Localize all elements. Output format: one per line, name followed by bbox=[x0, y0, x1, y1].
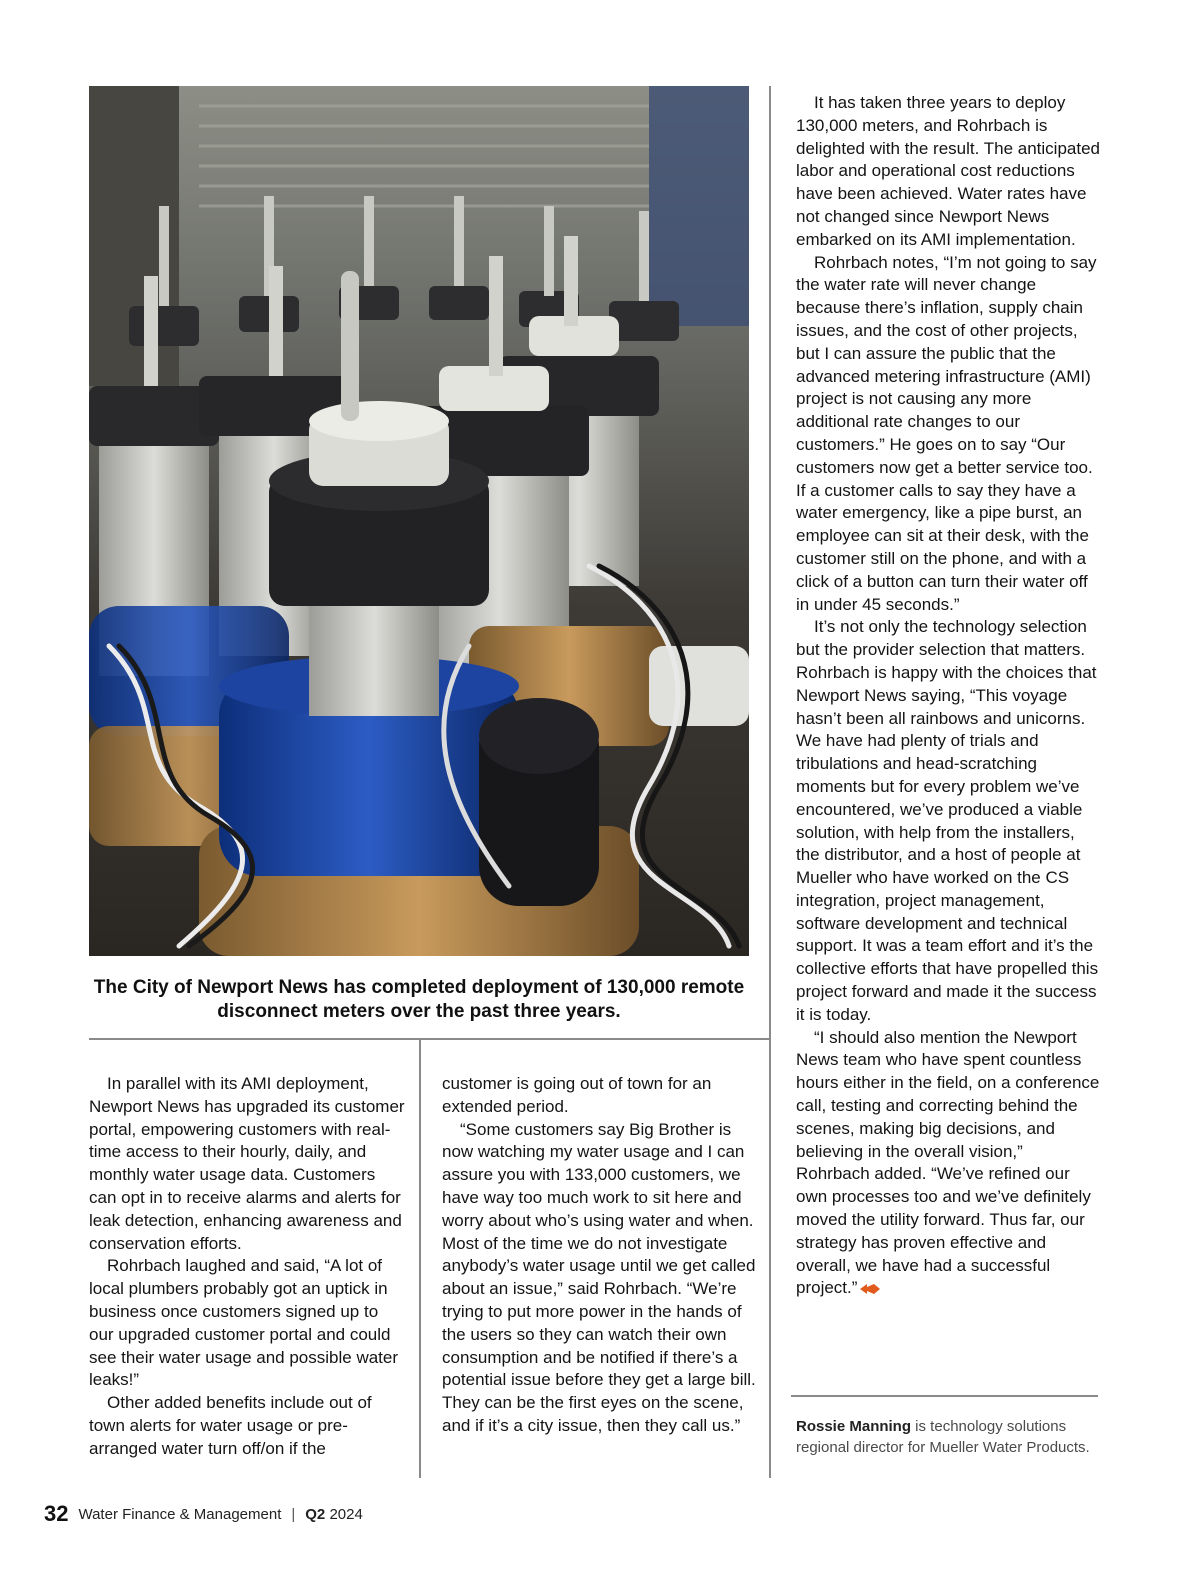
col3-paragraph-2: Rohrbach notes, “I’m not going to say the water rate will never change because there’s inflation, supply chain issues, and the cost of other projects, but I can assure the public that the advanced metering infrastructure (AMI) project is not causing any more additional rate changes to our customers.” He goes on to say “Our customers now get a better service too. If a customer calls to say they have a water emergency, like a pipe burst, an employee can sit at their desk, with the customer still on the phone, and with a click of a button can turn their water off in under 45 seconds.” bbox=[796, 252, 1097, 614]
water-meters-photo bbox=[89, 86, 749, 956]
col2-paragraph-1: customer is going out of town for an extended period. bbox=[442, 1074, 712, 1116]
publication-name: Water Finance & Management bbox=[78, 1505, 282, 1523]
col2-paragraph-2: “Some customers say Big Brother is now watching my water usage and I can assure you with 133,000 customers, we have way too much work to sit here and worry about who’s using water and when. Most of the time we do not investigate anybody’s water usage until we get called about an issue,” said Rohrbach. “We’re trying to put more power in the hands of the users so they can watch their own consumption and be notified if there’s a potential issue before they get a large bill. They can be the first eyes on the scene, and if it’s a city issue, then they call us.” bbox=[442, 1119, 756, 1435]
col1-paragraph-3: Other added benefits include out of town alerts for water usage or pre-arranged water turn off/on if the bbox=[89, 1393, 372, 1458]
photo-caption: The City of Newport News has completed deployment of 130,000 remote disconnect meters over the past three years. bbox=[93, 977, 745, 1022]
column-2 bbox=[442, 1073, 760, 1438]
issue-quarter: Q2 bbox=[305, 1505, 326, 1523]
col3-paragraph-1: It has taken three years to deploy 130,000 meters, and Rohrbach is delighted with the result. The anticipated labor and operational cost reductions have been achieved. Water rates have not changed since Newport News embarked on its AMI implementation. bbox=[796, 93, 1100, 249]
column-divider-2 bbox=[769, 86, 771, 1478]
col1-paragraph-1: In parallel with its AMI deployment, Newport News has upgraded its customer portal, empowering customers with real-time access to their hourly, daily, and monthly water usage data. Customers can opt in to receive alarms and alerts for leak detection, enhancing awareness and conservation efforts. bbox=[89, 1074, 405, 1253]
column-divider-1 bbox=[419, 1040, 421, 1478]
column-3 bbox=[796, 92, 1100, 1300]
col3-paragraph-3: It’s not only the technology selection but the provider selection that matters. Rohrbach is happy with the choices that Newport News saying, “This voyage hasn’t been all rainbows and unicorns. We have had plenty of trials and tribulations and head-scratching moments but for every problem we’ve encountered, we’ve produced a viable solution, with help from the installers, the distributor, and a host of people at Mueller who have worked on the CS integration, project management, software development and technical support. It was a team effort and it’s the collective efforts that have propelled this project forward and made it the success it is today. bbox=[796, 617, 1099, 1024]
col1-paragraph-2: Rohrbach laughed and said, “A lot of local plumbers probably got an uptick in business once customers signed up to our upgraded customer portal and could see their water usage and possible water leaks!” bbox=[89, 1256, 399, 1390]
col3-paragraph-4 bbox=[796, 1027, 1100, 1301]
issue-date bbox=[305, 1506, 363, 1523]
water-meters-photo-icon bbox=[89, 86, 749, 956]
author-description: is technology solutions regional director for Mueller Water Products. bbox=[796, 1418, 1090, 1456]
column-1 bbox=[89, 1073, 407, 1461]
end-mark-icon bbox=[860, 1283, 880, 1295]
bio-divider bbox=[791, 1395, 1098, 1397]
page-number: 32 bbox=[44, 1501, 69, 1526]
col3-paragraph-4-text: “I should also mention the Newport News team who have spent countless hours either in the field, on a conference call, testing and correcting behind the scenes, making big decisions, and believing in the overall vision,” Rohrbach added. “We’ve refined our own processes too and we’ve definitely moved the utility forward. Thus far, our strategy has proven effective and overall, we have had a successful project.” bbox=[796, 1027, 1100, 1298]
author-bio bbox=[796, 1416, 1096, 1458]
page-footer bbox=[44, 1500, 363, 1528]
footer-separator: | bbox=[291, 1505, 296, 1523]
caption-divider bbox=[89, 1038, 771, 1040]
issue-year: 2024 bbox=[329, 1505, 363, 1523]
author-name: Rossie Manning bbox=[796, 1418, 912, 1435]
